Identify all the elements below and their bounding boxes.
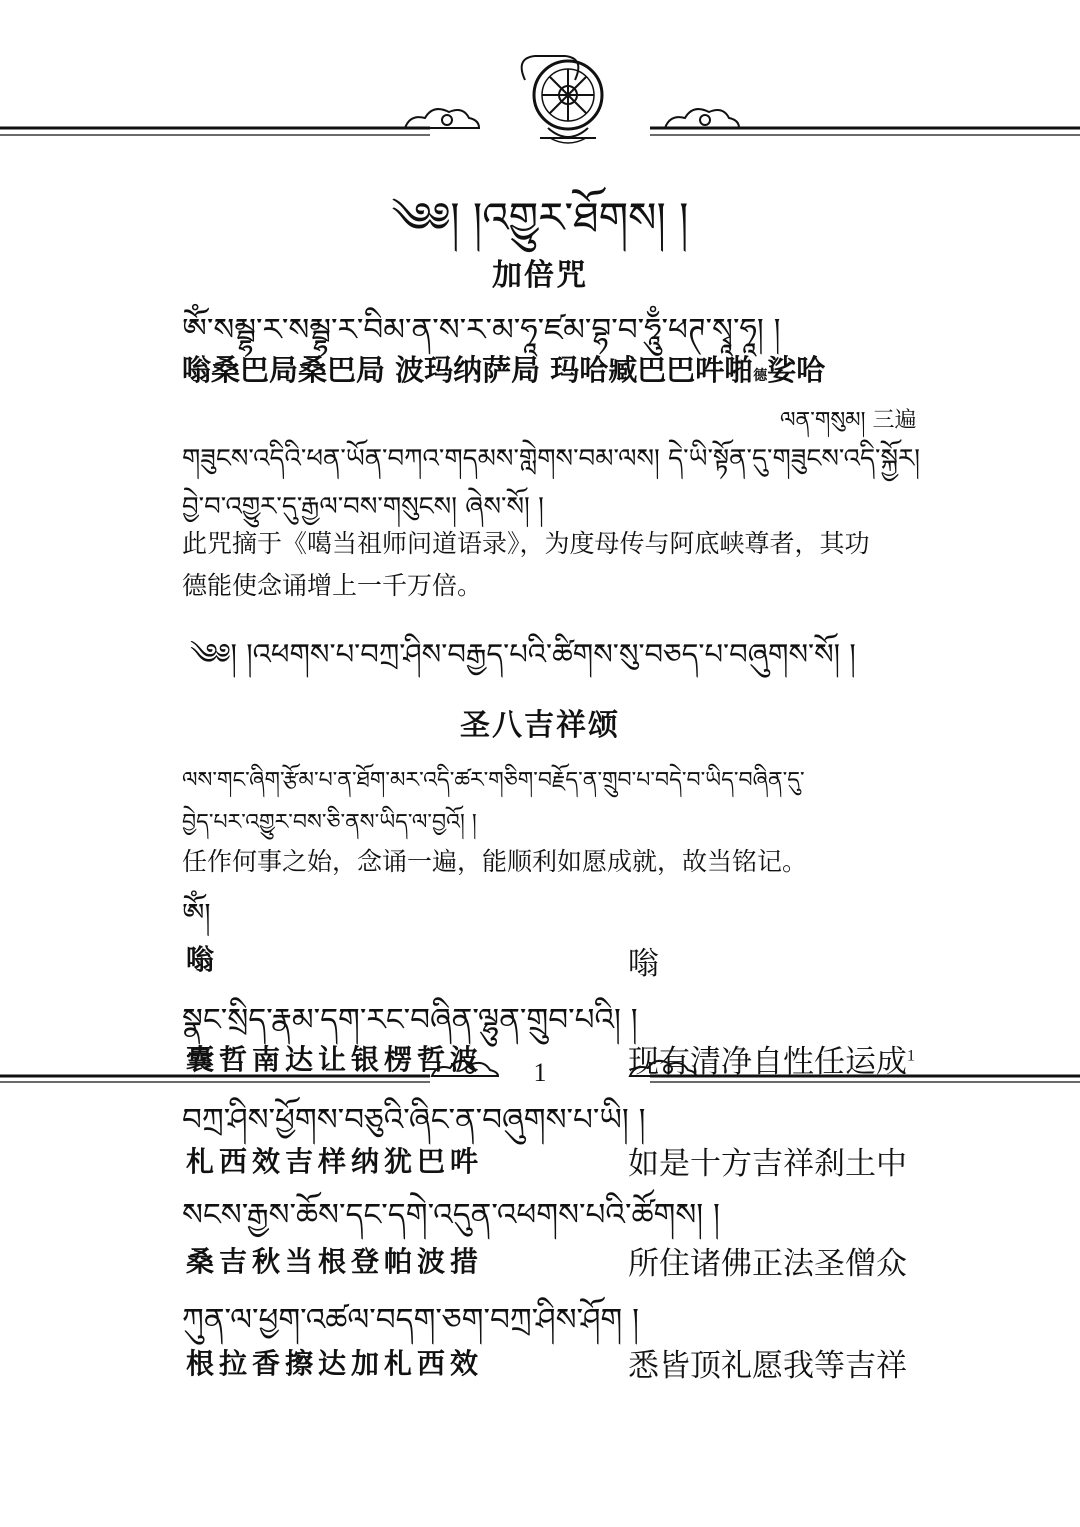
verse-translit: 囊哲南达让银楞哲波 bbox=[186, 1043, 484, 1076]
mantra-chinese-main: 嗡桑巴局桑巴局 波玛纳萨局 玛哈臧巴巴吽啪 bbox=[182, 353, 754, 387]
verse-tibetan: ཀུན་ལ་ཕྱག་འཚལ་བདག་ཅག་བཀྲ་ཤིས་ཤོག ། bbox=[182, 1302, 639, 1338]
verse-meaning: 如是十方吉祥刹土中 bbox=[628, 1146, 907, 1181]
header-ornament bbox=[0, 50, 1080, 150]
blank bbox=[0, 1048, 1080, 1050]
verse-tibetan: བཀྲ་ཤིས་ཕྱོགས་བཅུའི་ཞིང་ན་བཞུགས་པ་ཡི། ། bbox=[182, 1102, 646, 1138]
verse-meaning: 所住诸佛正法圣僧众 bbox=[628, 1246, 907, 1281]
section1-title-chinese: 加倍咒 bbox=[492, 258, 588, 293]
note-chinese-line2: 德能使念诵增上一千万倍。 bbox=[182, 573, 483, 600]
verse-translit: 根拉香擦达加札西效 bbox=[186, 1347, 484, 1380]
cloud-icon bbox=[665, 109, 739, 128]
note-chinese-line1: 此咒摘于《噶当祖师问道语录》，为度母传与阿底峡尊者，其功 bbox=[182, 531, 870, 558]
repeat-tibetan: ལན་གསུམ། bbox=[780, 408, 866, 433]
dharma-wheel-icon bbox=[522, 56, 602, 143]
mantra-chinese-end: 娑哈 bbox=[767, 353, 826, 387]
footnote-marker: 1 bbox=[907, 1047, 915, 1065]
note-tibetan-line2: བྱེ་བ་འགྱུར་དུ་རྒྱལ་བས་གསུངས། ཞེས་སོ། ། bbox=[182, 492, 544, 522]
om-tibetan: ཨོཾ། bbox=[182, 897, 211, 930]
verse-tibetan: སྣང་སྲིད་རྣམ་དག་རང་བཞིན་ལྷུན་གྲུབ་པའི། ། bbox=[182, 1002, 638, 1038]
page-number: 1 bbox=[533, 1058, 547, 1087]
top-rule-left bbox=[0, 128, 430, 135]
verse-translit: 桑吉秋当根登帕波措 bbox=[186, 1245, 484, 1278]
mantra-chinese bbox=[182, 348, 825, 389]
verse-meaning: 嗡 bbox=[628, 946, 659, 981]
verse-translit: 嗡 bbox=[186, 943, 220, 976]
intro-tibetan-line2: བྱེད་པར་འགྱུར་བས་ཅི་ནས་ཡིད་ལ་བྱའོ། ། bbox=[182, 810, 477, 835]
verse-meaning: 悉皆顶礼愿我等吉祥 bbox=[628, 1348, 907, 1383]
verse-tibetan: སངས་རྒྱས་ཆོས་དང་དགེ་འདུན་འཕགས་པའི་ཚོགས། ། bbox=[182, 1197, 720, 1233]
cloud-icon bbox=[405, 109, 479, 128]
mantra-chinese-small: 德 bbox=[753, 368, 768, 384]
section2-title-tibetan: ༄༅། །འཕགས་པ་བཀྲ་ཤིས་བརྒྱད་པའི་ཚིགས་སུ་བཅད་པ་བཞུགས་སོ། ། bbox=[190, 637, 856, 671]
verse-translit: 札西效吉样纳犹巴吽 bbox=[186, 1145, 484, 1178]
section1-title-tibetan: ༄༅། །འགྱུར་ཐོགས། ། bbox=[391, 193, 689, 242]
mantra-tibetan: ཨོཾ་སམྦྷ་ར་སམྦྷ་ར་བིམ་ན་ས་ར་མ་ཧཱ་ཛམ་བྷ་བ་ཧཱུྃ་ཕཊ་སྭཱ་ཧཱ། ། bbox=[182, 312, 781, 348]
section2-title-chinese: 圣八吉祥颂 bbox=[460, 708, 620, 743]
note-tibetan-line1: གཟུངས་འདིའི་ཕན་ཡོན་བཀའ་གདམས་གླེགས་བམ་ལས། དེ་ཡི་སྟོན་དུ་གཟུངས་འདི་སྐྱོར། bbox=[182, 444, 921, 474]
verse-meaning-text: 现有清净自性任运成 bbox=[628, 1044, 907, 1079]
intro-tibetan-line1: ལས་གང་ཞིག་རྩོམ་པ་ན་ཐོག་མར་འདི་ཚར་གཅིག་བརྗོད་ན་གྲུབ་པ་བདེ་བ་ཡིད་བཞིན་དུ་ bbox=[182, 768, 805, 793]
top-rule-right bbox=[650, 128, 1080, 135]
intro-chinese: 任作何事之始，念诵一遍，能顺利如愿成就，故当铭记。 bbox=[182, 849, 808, 876]
repeat-chinese: 三遍 bbox=[872, 407, 917, 432]
